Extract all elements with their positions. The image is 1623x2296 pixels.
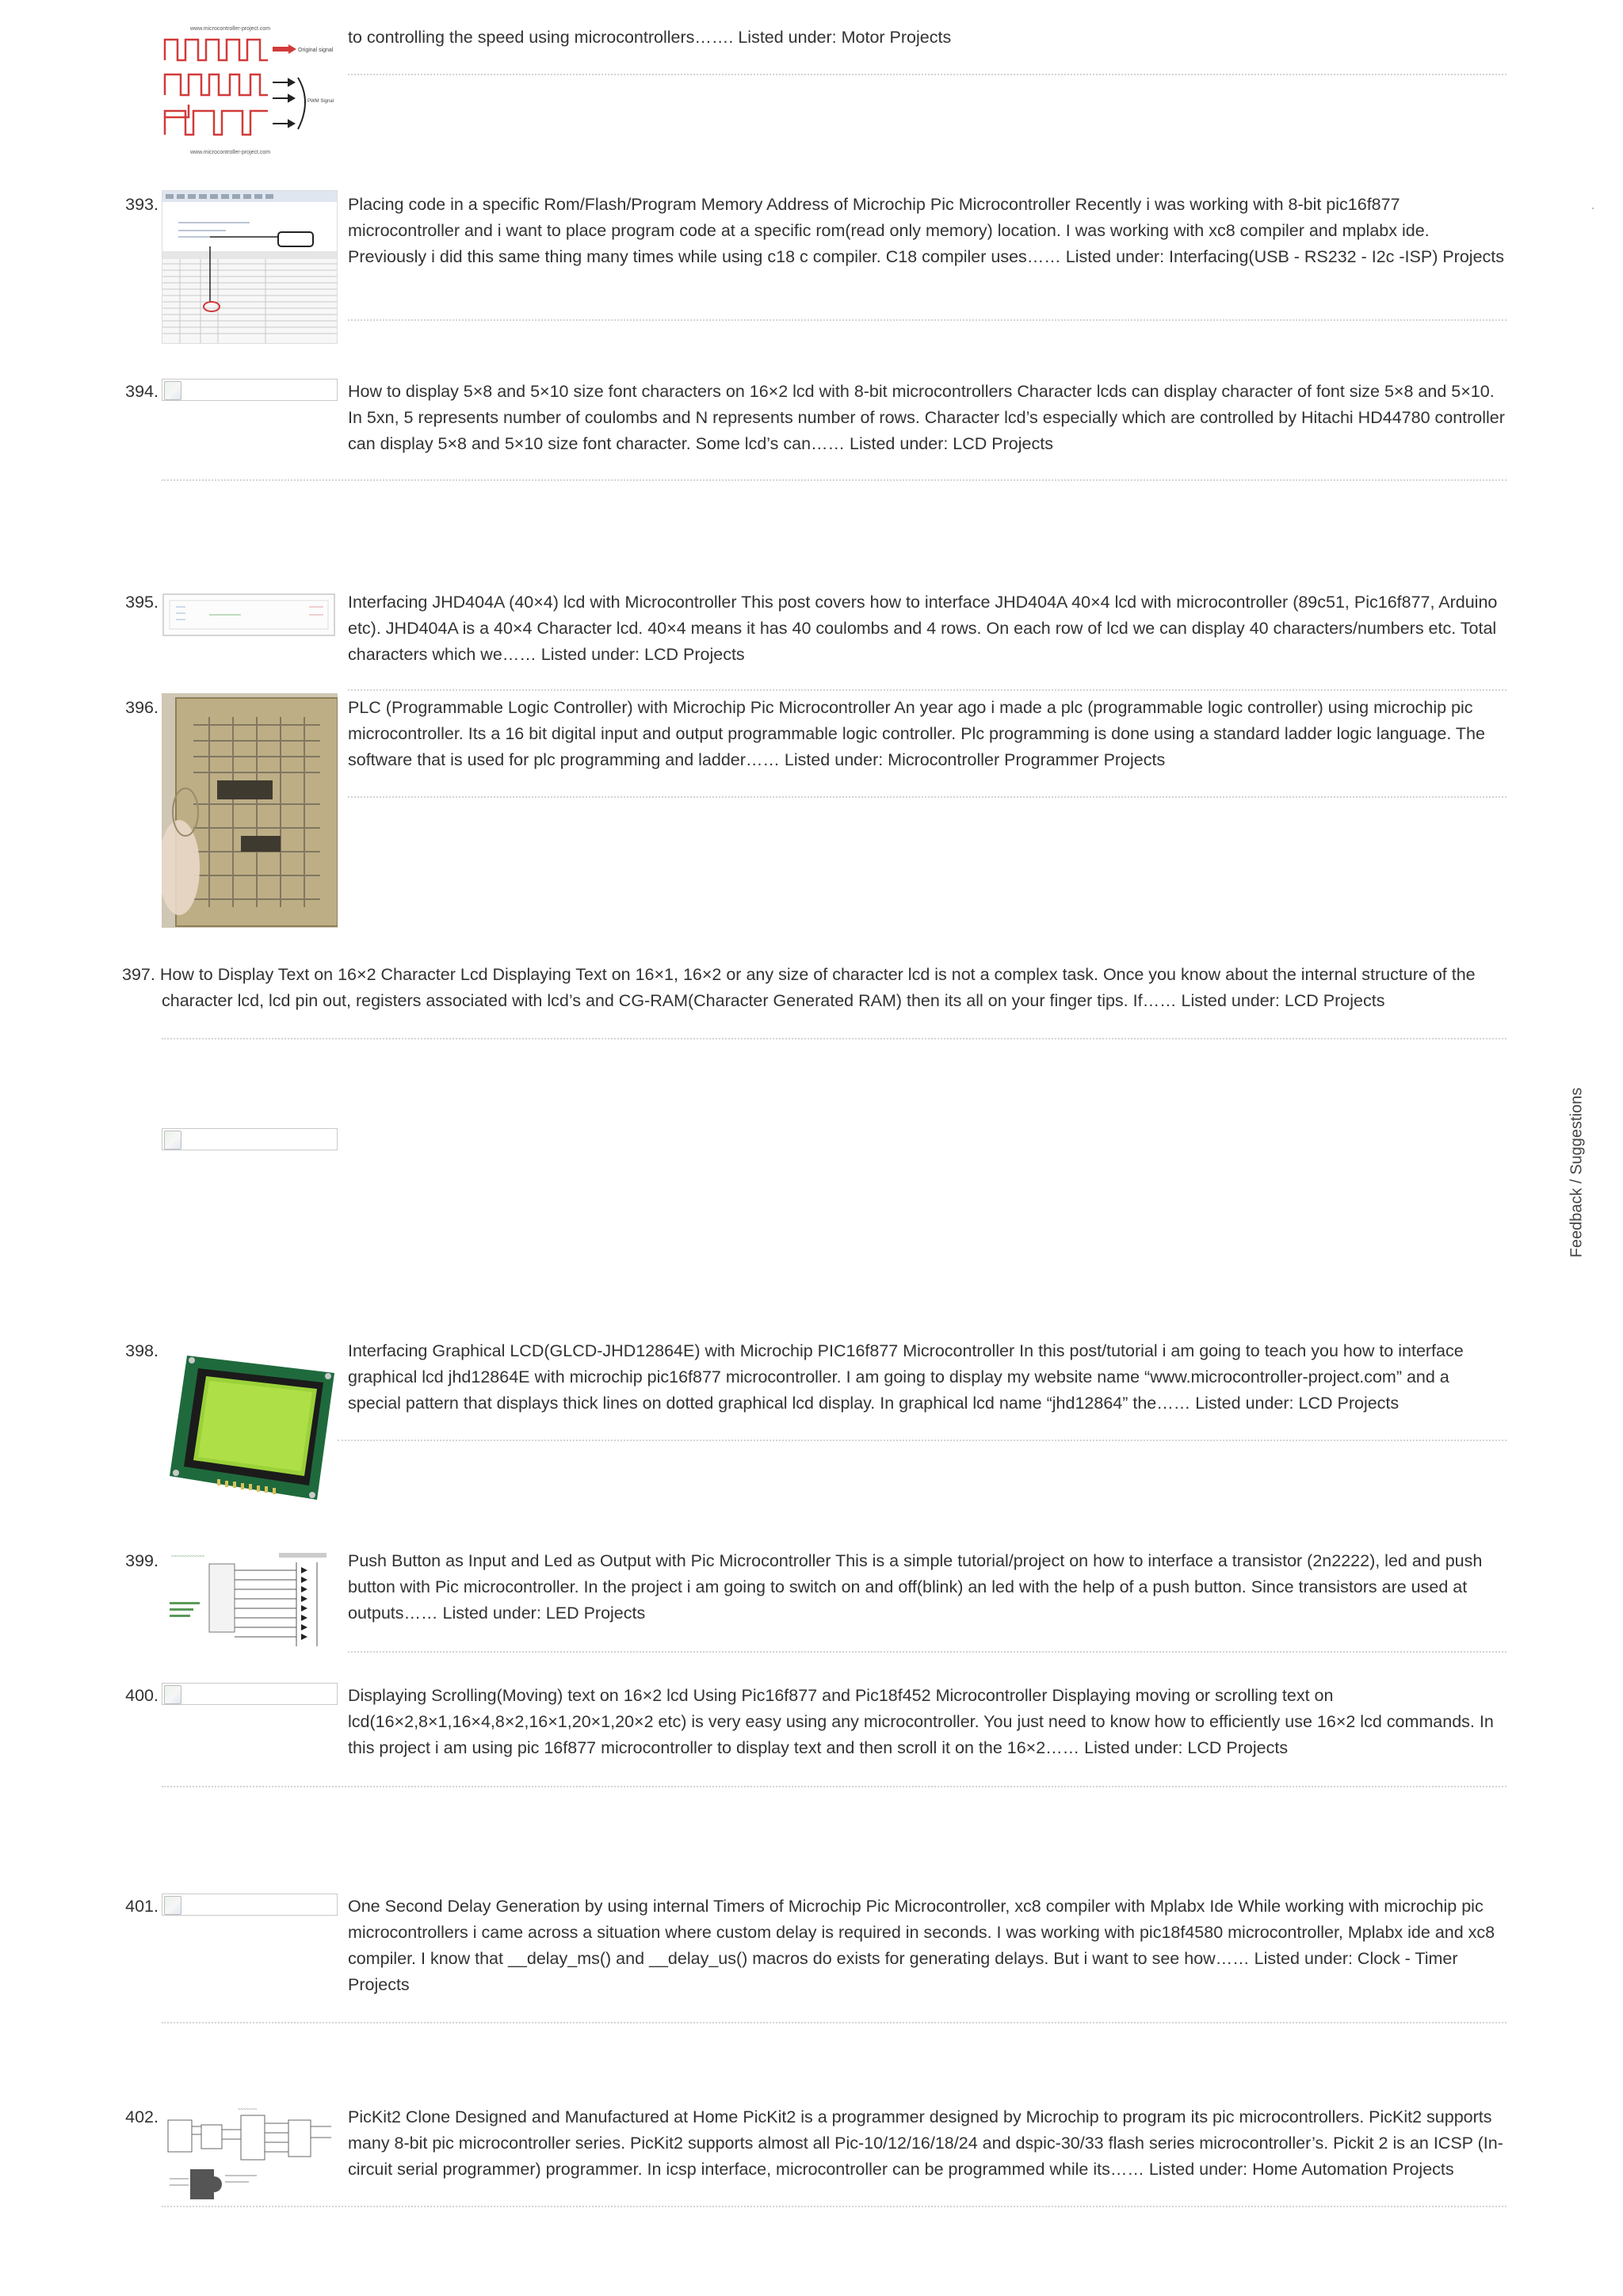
item-description[interactable]: Push Button as Input and Led as Output with Pic Microcontroller This is a simple tutorial/project on how to interface a transistor (2n2222), led and push button with Pic microcontroller. In the project i am going to switch on and off(blink) an led with the help of a push button. Since transistors are used at outputs…… Listed under: LED Projects [348,1551,1483,1623]
broken-image-icon[interactable] [162,1894,338,1916]
broken-image-icon[interactable] [162,379,338,401]
item-number: 394. [125,382,158,401]
item-divider [162,2206,1507,2207]
thumb-label-original: Original signal [298,48,334,53]
item-divider [348,1651,1507,1653]
broken-image-icon[interactable] [162,1128,338,1150]
item-number: 398. [125,1341,158,1360]
item-description[interactable]: One Second Delay Generation by using internal Timers of Microchip Pic Microcontroller, xc8 compiler with Mplabx Ide While working with microchip pic microcontrollers i came across a situation where custom delay is required in seconds. I was working with pic18f4580 microcontroller, Mplabx ide and xc8 compiler. I know that __delay_ms() and __delay_us() macros do exists for generating delays. But i want to see how…… Listed under: Clock - Timer Projects [348,1897,1495,1994]
item-description[interactable]: PLC (Programmable Logic Controller) with Microchip Pic Microcontroller An year ago i made a plc (programmable logic controller) using microchip pic microcontroller. Its a 16 bit digital input and output programmable logic controller. Plc programming is done using a standard ladder logic language. The software that is used for plc programming and ladder…… Listed under: Microcontroller Programmer Projects [348,698,1485,769]
broken-image-icon[interactable] [162,1683,338,1705]
item-description[interactable]: to controlling the speed using microcontrollers……. Listed under: Motor Projects [348,28,952,47]
item-divider [348,319,1507,321]
scroll-marker [1592,208,1594,209]
item-number: 397. [122,965,155,984]
item-number: 401. [125,1897,158,1916]
thumb-label-pwm: PWM Signal [307,99,334,104]
item-number: 399. [125,1551,158,1570]
item-description[interactable]: Interfacing Graphical LCD(GLCD-JHD12864E) with Microchip PIC16f877 Microcontroller In this post/tutorial i am going to teach you how to interface graphical lcd jhd12864E with microchip pic16f877 microcontroller. I am going to display my website name “www.microcontroller-project.com” and a special pattern that displays thick lines on dotted graphical lcd display. In graphical lcd name “jhd12864” the…… Listed under: LCD Projects [348,1341,1464,1413]
item-divider [348,796,1507,798]
pwm-signal-thumbnail[interactable] [162,22,338,158]
item-divider [348,74,1507,75]
pickit2-schematic-thumbnail[interactable] [162,2103,338,2201]
plc-board-photo-thumbnail[interactable] [162,693,338,928]
item-description-text: How to Display Text on 16×2 Character Lcd Displaying Text on 16×1, 16×2 or any size of character lcd is not a complex task. Once you know about the internal structure of the character lcd, lcd pin out, registers associated with lcd’s and CG-RAM(Character Generated RAM) then its all on your finger tips. If…… Listed under: LCD Projects [159,965,1476,1010]
item-number: 400. [125,1686,158,1705]
item-description[interactable]: Placing code in a specific Rom/Flash/Program Memory Address of Microchip Pic Microcontroller Recently i was working with 8-bit pic16f877 microcontroller and i want to place program code at a specific rom(read only memory) location. I was working with xc8 compiler and mplabx ide. Previously i did this same thing many times while using c18 c compiler. C18 compiler uses…… Listed under: Interfacing(USB - RS232 - I2c -ISP) Projects [348,195,1505,266]
item-description[interactable]: PicKit2 Clone Designed and Manufactured at Home PicKit2 is a programmer designed by Microchip to program its pic microcontrollers. PicKit2 supports many 8-bit pic microcontroller series. PicKit2 supports almost all Pic-10/12/16/18/24 and dspic-30/33 flash series microcontroller’s. Pickit 2 is an ICSP (In-circuit serial programmer) programmer. In icsp interface, microcontroller can be programmed while its…… Listed under: Home Automation Projects [348,2107,1503,2179]
item-number: 395. [125,593,158,612]
item-divider [162,2022,1507,2023]
feedback-tab[interactable] [1568,1085,1587,1260]
item-description[interactable]: Displaying Scrolling(Moving) text on 16×2 lcd Using Pic16f877 and Pic18f452 Microcontroller Displaying moving or scrolling text on lcd(16×2,8×1,16×4,8×2,16×1,20×1,20×2 etc) is very easy using any microcontroller. You just need to know how to efficiently use 16×2 lcd commands. In this project i am using pic 16f877 microcontroller to display text and then scroll it on the 16×2…… Listed under: LCD Projects [348,1686,1494,1757]
graphical-lcd-photo-thumbnail[interactable] [162,1337,338,1514]
item-number: 402. [125,2107,158,2126]
feedback-tab-label: Feedback / Suggestions [1568,1087,1586,1258]
svg-text:~~~~~~~~~~~~: ~~~~~~~~~~~~ [171,1554,205,1559]
thumb-caption-bottom: www.microcontroller-project.com [190,150,271,155]
item-divider [348,689,1507,691]
item-divider [338,1440,1507,1441]
item-divider [162,479,1507,481]
item-description[interactable]: How to display 5×8 and 5×10 size font characters on 16×2 lcd with 8-bit microcontrollers Character lcds can display character of font size 5×8 and 5×10. In 5xn, 5 represents number of coulombs and N represents number of rows. Character lcd’s especially which are controlled by Hitachi HD44780 controller can display 5×8 and 5×10 size font character. Some lcd’s can…… Listed under: LCD Projects [348,382,1505,453]
mplabx-screenshot-thumbnail[interactable] [162,190,338,344]
svg-text:~~~~~~~: ~~~~~~~ [238,2107,258,2112]
item-number: 396. [125,698,158,717]
item-description[interactable] [122,962,1507,1014]
jhd404a-lcd-thumbnail[interactable] [162,591,338,639]
item-divider [162,1786,1507,1787]
item-number: 393. [125,195,158,214]
item-divider [162,1038,1507,1039]
led-circuit-diagram-thumbnail[interactable] [162,1547,338,1653]
thumb-caption-top: www.microcontroller-project.com [190,26,271,32]
item-description[interactable]: Interfacing JHD404A (40×4) lcd with Microcontroller This post covers how to interface JHD404A 40×4 lcd with microcontroller (89c51, Pic16f877, Arduino etc). JHD404A is a 40×4 Character lcd. 40×4 means it has 40 coulombs and 4 rows. On each row of lcd we can display 40 characters/numbers etc. Total characters which we…… Listed under: LCD Projects [348,593,1498,664]
